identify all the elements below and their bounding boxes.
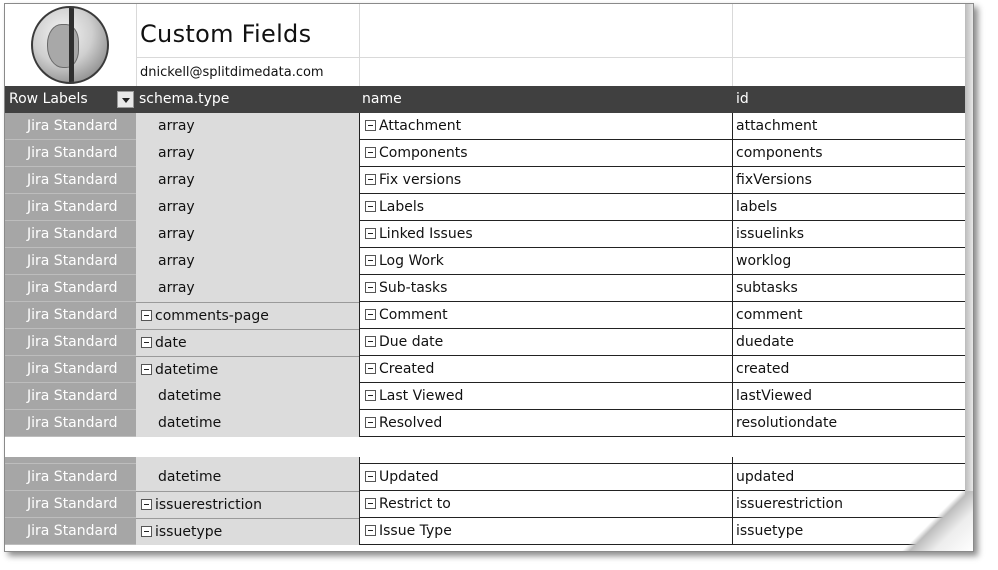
field-name-cell[interactable] xyxy=(359,383,732,410)
field-id-cell[interactable]: issuelinks xyxy=(732,221,973,248)
schema-type-text: issuetype xyxy=(155,524,223,540)
schema-type-text: array xyxy=(158,253,195,269)
field-name-cell[interactable] xyxy=(359,275,732,302)
collapse-minus-icon[interactable] xyxy=(365,525,376,536)
field-name-text: Last Viewed xyxy=(379,388,464,404)
table-row xyxy=(5,518,973,545)
field-id-cell[interactable]: subtasks xyxy=(732,275,973,302)
row-label-cell[interactable]: Jira Standard xyxy=(5,329,136,356)
field-id-cell[interactable]: updated xyxy=(732,464,973,491)
field-name-cell[interactable] xyxy=(359,410,732,437)
collapse-minus-icon[interactable] xyxy=(141,337,152,348)
field-name-cell[interactable] xyxy=(359,113,732,140)
table-row xyxy=(5,383,973,410)
sheet-title: Custom Fields xyxy=(140,20,312,48)
row-label-cell[interactable]: Jira Standard xyxy=(5,410,136,437)
schema-type-text: datetime xyxy=(158,415,222,431)
collapse-minus-icon[interactable] xyxy=(365,228,376,239)
schema-type-text: array xyxy=(158,280,195,296)
collapse-minus-icon[interactable] xyxy=(365,147,376,158)
header-name[interactable]: name xyxy=(362,91,402,107)
table-row xyxy=(5,167,973,194)
row-label-cell[interactable]: Jira Standard xyxy=(5,464,136,491)
collapse-minus-icon[interactable] xyxy=(141,310,152,321)
schema-type-text: comments-page xyxy=(155,308,269,324)
table-row xyxy=(5,248,973,275)
row-label-cell[interactable]: Jira Standard xyxy=(5,275,136,302)
field-id-cell[interactable]: comment xyxy=(732,302,973,329)
schema-type-cell[interactable] xyxy=(136,221,359,248)
schema-type-cell[interactable] xyxy=(136,383,359,410)
field-id-cell[interactable]: issuerestriction xyxy=(732,491,973,518)
split-dime-coin-icon xyxy=(31,6,109,84)
row-label-cell[interactable]: Jira Standard xyxy=(5,113,136,140)
collapse-minus-icon[interactable] xyxy=(365,498,376,509)
field-name-text: Components xyxy=(379,145,468,161)
collapse-minus-icon[interactable] xyxy=(365,471,376,482)
field-name-cell[interactable] xyxy=(359,329,732,356)
table-row xyxy=(5,140,973,167)
schema-type-cell[interactable] xyxy=(136,113,359,140)
field-name-cell[interactable] xyxy=(359,356,732,383)
schema-type-cell[interactable] xyxy=(136,356,359,383)
collapse-minus-icon[interactable] xyxy=(365,363,376,374)
collapse-minus-icon[interactable] xyxy=(141,364,152,375)
schema-type-cell[interactable] xyxy=(136,518,359,545)
collapse-minus-icon[interactable] xyxy=(365,309,376,320)
table-row xyxy=(5,356,973,383)
schema-type-cell[interactable] xyxy=(136,140,359,167)
schema-type-cell[interactable] xyxy=(136,275,359,302)
row-label-cell[interactable]: Jira Standard xyxy=(5,518,136,545)
field-id-cell[interactable]: components xyxy=(732,140,973,167)
field-id-cell[interactable]: lastViewed xyxy=(732,383,973,410)
field-name-cell[interactable] xyxy=(359,221,732,248)
collapse-minus-icon[interactable] xyxy=(365,201,376,212)
sheet-top-area xyxy=(5,4,973,86)
table-row xyxy=(5,302,973,329)
field-name-cell[interactable] xyxy=(359,167,732,194)
field-id-cell[interactable]: attachment xyxy=(732,113,973,140)
field-id-cell[interactable]: fixVersions xyxy=(732,167,973,194)
collapse-minus-icon[interactable] xyxy=(365,120,376,131)
filter-dropdown-icon[interactable] xyxy=(117,91,134,108)
collapse-minus-icon[interactable] xyxy=(365,255,376,266)
spreadsheet-frame xyxy=(4,3,974,552)
field-name-cell[interactable] xyxy=(359,194,732,221)
field-name-text: Fix versions xyxy=(379,172,462,188)
field-id-cell[interactable]: worklog xyxy=(732,248,973,275)
schema-type-text: array xyxy=(158,145,195,161)
field-name-text: Comment xyxy=(379,307,448,323)
collapse-minus-icon[interactable] xyxy=(365,417,376,428)
field-id-cell[interactable]: issuetype xyxy=(732,518,973,545)
row-label-cell[interactable]: Jira Standard xyxy=(5,248,136,275)
table-row xyxy=(5,329,973,356)
schema-type-cell[interactable] xyxy=(136,167,359,194)
row-label-cell[interactable]: Jira Standard xyxy=(5,167,136,194)
schema-type-cell[interactable] xyxy=(136,410,359,437)
row-label-cell[interactable]: Jira Standard xyxy=(5,194,136,221)
field-name-text: Linked Issues xyxy=(379,226,473,242)
field-name-text: Attachment xyxy=(379,118,462,134)
schema-type-text: array xyxy=(158,199,195,215)
schema-type-text: issuerestriction xyxy=(155,497,262,513)
row-label-cell[interactable]: Jira Standard xyxy=(5,140,136,167)
field-name-text: Log Work xyxy=(379,253,444,269)
row-label-cell[interactable]: Jira Standard xyxy=(5,221,136,248)
table-row xyxy=(5,221,973,248)
row-label-cell[interactable]: Jira Standard xyxy=(5,383,136,410)
schema-type-cell[interactable] xyxy=(136,248,359,275)
schema-type-text: datetime xyxy=(158,388,222,404)
schema-type-text: date xyxy=(155,335,187,351)
pivot-header-row xyxy=(5,86,973,113)
collapse-minus-icon[interactable] xyxy=(365,390,376,401)
collapse-minus-icon[interactable] xyxy=(141,499,152,510)
field-name-text: Issue Type xyxy=(379,523,452,539)
row-label-cell[interactable]: Jira Standard xyxy=(5,356,136,383)
schema-type-text: array xyxy=(158,226,195,242)
field-id-cell[interactable]: duedate xyxy=(732,329,973,356)
header-id[interactable]: id xyxy=(736,91,749,107)
header-row-labels[interactable]: Row Labels xyxy=(9,91,88,107)
field-name-cell[interactable] xyxy=(359,302,732,329)
field-id-cell[interactable]: labels xyxy=(732,194,973,221)
collapse-minus-icon[interactable] xyxy=(365,174,376,185)
schema-type-text: array xyxy=(158,172,195,188)
field-name-cell[interactable] xyxy=(359,518,732,545)
schema-type-text: datetime xyxy=(158,469,222,485)
field-name-cell[interactable] xyxy=(359,248,732,275)
row-label-cell[interactable]: Jira Standard xyxy=(5,302,136,329)
field-name-text: Sub-tasks xyxy=(379,280,448,296)
field-name-text: Resolved xyxy=(379,415,443,431)
table-row xyxy=(5,194,973,221)
field-name-cell[interactable] xyxy=(359,491,732,518)
schema-type-cell[interactable] xyxy=(136,302,359,329)
table-row xyxy=(5,113,973,140)
schema-type-cell[interactable] xyxy=(136,464,359,491)
field-id-cell[interactable]: created xyxy=(732,356,973,383)
collapse-minus-icon[interactable] xyxy=(365,336,376,347)
schema-type-cell[interactable] xyxy=(136,194,359,221)
field-name-text: Labels xyxy=(379,199,425,215)
row-label-cell[interactable]: Jira Standard xyxy=(5,491,136,518)
schema-type-cell[interactable] xyxy=(136,491,359,518)
table-row xyxy=(5,491,973,518)
schema-type-text: array xyxy=(158,118,195,134)
field-id-cell[interactable]: resolutiondate xyxy=(732,410,973,437)
schema-type-text: datetime xyxy=(155,362,219,378)
sheet-email: dnickell@splitdimedata.com xyxy=(140,65,324,80)
collapse-minus-icon[interactable] xyxy=(141,526,152,537)
field-name-cell[interactable] xyxy=(359,140,732,167)
table-row xyxy=(5,464,973,491)
table-row xyxy=(5,275,973,302)
field-name-cell[interactable] xyxy=(359,464,732,491)
table-row xyxy=(5,410,973,437)
header-schema-type[interactable]: schema.type xyxy=(139,91,230,107)
collapse-minus-icon[interactable] xyxy=(365,282,376,293)
schema-type-cell[interactable] xyxy=(136,329,359,356)
field-name-text: Restrict to xyxy=(379,496,451,512)
field-name-text: Due date xyxy=(379,334,444,350)
field-name-text: Created xyxy=(379,361,435,377)
field-name-text: Updated xyxy=(379,469,439,485)
